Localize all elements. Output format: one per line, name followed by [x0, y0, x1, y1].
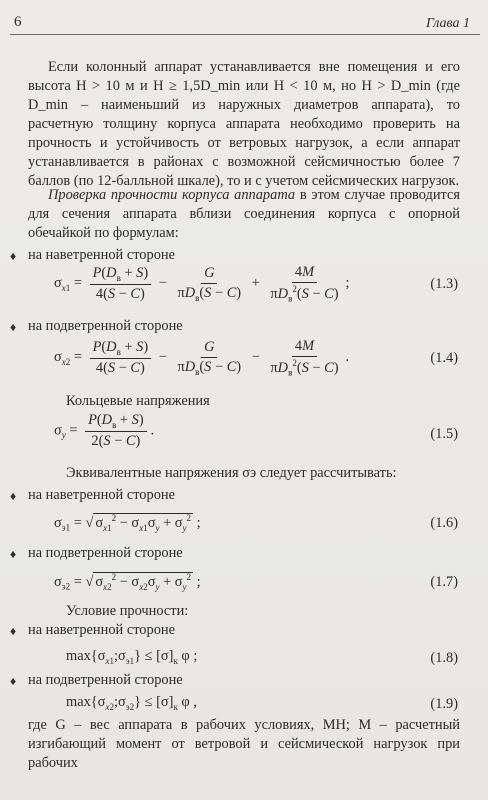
equation-number-1-3: (1.3) [430, 276, 458, 292]
italic-term: Проверка прочности корпуса аппарата [48, 187, 296, 203]
strength-condition-label: Условие прочности: [66, 603, 189, 619]
paragraph-check [28, 186, 460, 243]
equation-number-1-8: (1.8) [430, 650, 458, 666]
equation-1-8: $\max\{\sigma_{x1};\sigma_{э1}\} \le [\sigma]_к$ φ ; [66, 648, 198, 666]
diamond-bullet-icon: ♦ [10, 624, 17, 638]
ring-stress-label: Кольцевые напряжения [66, 393, 210, 409]
equation-1-9: $\max\{\sigma_{x2};\sigma_{э2}\} \le [\sigma]_к$ φ , [66, 694, 197, 712]
equiv-stress-label: Эквивалентные напряжения σэ следует рассчитывать: [66, 465, 397, 481]
page-header [10, 10, 480, 35]
equation-number-1-7: (1.7) [430, 574, 458, 590]
paragraph-last: где G – вес аппарата в рабочих условиях, МН; M – расчетный изгибающий момент от ветровой и сейсмической нагрузок при рабочих [28, 717, 460, 771]
equation-number-1-9: (1.9) [430, 696, 458, 712]
diamond-bullet-icon: ♦ [10, 489, 17, 503]
bullet-windward-1: на наветренной стороне [28, 247, 175, 263]
diamond-bullet-icon: ♦ [10, 547, 17, 561]
equation-number-1-4: (1.4) [430, 350, 458, 366]
equation-number-1-6: (1.6) [430, 515, 458, 531]
equation-1-4: $\sigma_{x2}$ = $\frac{P(D_в + S)}{4(S - C)}$ − $\frac{G}{\pi D_в(S - C)}$ − $\frac{4M}{\pi D_в^2(S - C)}$ . [54, 338, 350, 378]
equation-1-6: $\sigma_{э1}$ = √ $\sigma_{x1}^2 - \sigma_{x1}\sigma_y + \sigma_y^2$ ; [54, 513, 201, 533]
chapter-title: Глава 1 [426, 16, 470, 31]
paragraph-intro: Если колонный аппарат устанавливается вне помещения и его высота H > 10 м и H ≥ 1,5D_min или H < 10 м, но H > D_min (где D_min – наименьший из наружных диаметров аппарата), то расчетную толщину корпуса аппарата необходимо проверить на прочность и устойчивость от ветровых нагрузок, а если аппарат устанавливается в районах с возможной сейсмичностью более 7 баллов (по 12-балльной шкале), то и с учетом сейсмических нагрузок. [28, 59, 460, 189]
paragraph-check-rest: в этом случае проводится для сечения аппарата вблизи соединения корпуса с опорной обечайкой по формулам: [28, 187, 460, 241]
bullet-leeward-3: на подветренной стороне [28, 672, 183, 688]
diamond-bullet-icon: ♦ [10, 249, 17, 263]
equation-number-1-5: (1.5) [430, 426, 458, 442]
bullet-leeward-2: на подветренной стороне [28, 545, 183, 561]
diamond-bullet-icon: ♦ [10, 320, 17, 334]
equation-1-5: $\sigma_y$ = $\frac{P(D_в + S)}{2(S - C)}$ . [54, 412, 155, 449]
bullet-windward-3: на наветренной стороне [28, 622, 175, 638]
bullet-windward-2: на наветренной стороне [28, 487, 175, 503]
page-number: 6 [14, 14, 22, 30]
equation-1-7: $\sigma_{э2}$ = √ $\sigma_{x2}^2 - \sigma_{x2}\sigma_y + \sigma_y^2$ ; [54, 572, 201, 592]
diamond-bullet-icon: ♦ [10, 674, 17, 688]
equation-1-3: $\sigma_{x1}$ = $\frac{P(D_в + S)}{4(S - C)}$ − $\frac{G}{\pi D_в(S - C)}$ + $\frac{4M}{\pi D_в^2(S - C)}$ ; [54, 264, 350, 304]
bullet-leeward-1: на подветренной стороне [28, 318, 183, 334]
